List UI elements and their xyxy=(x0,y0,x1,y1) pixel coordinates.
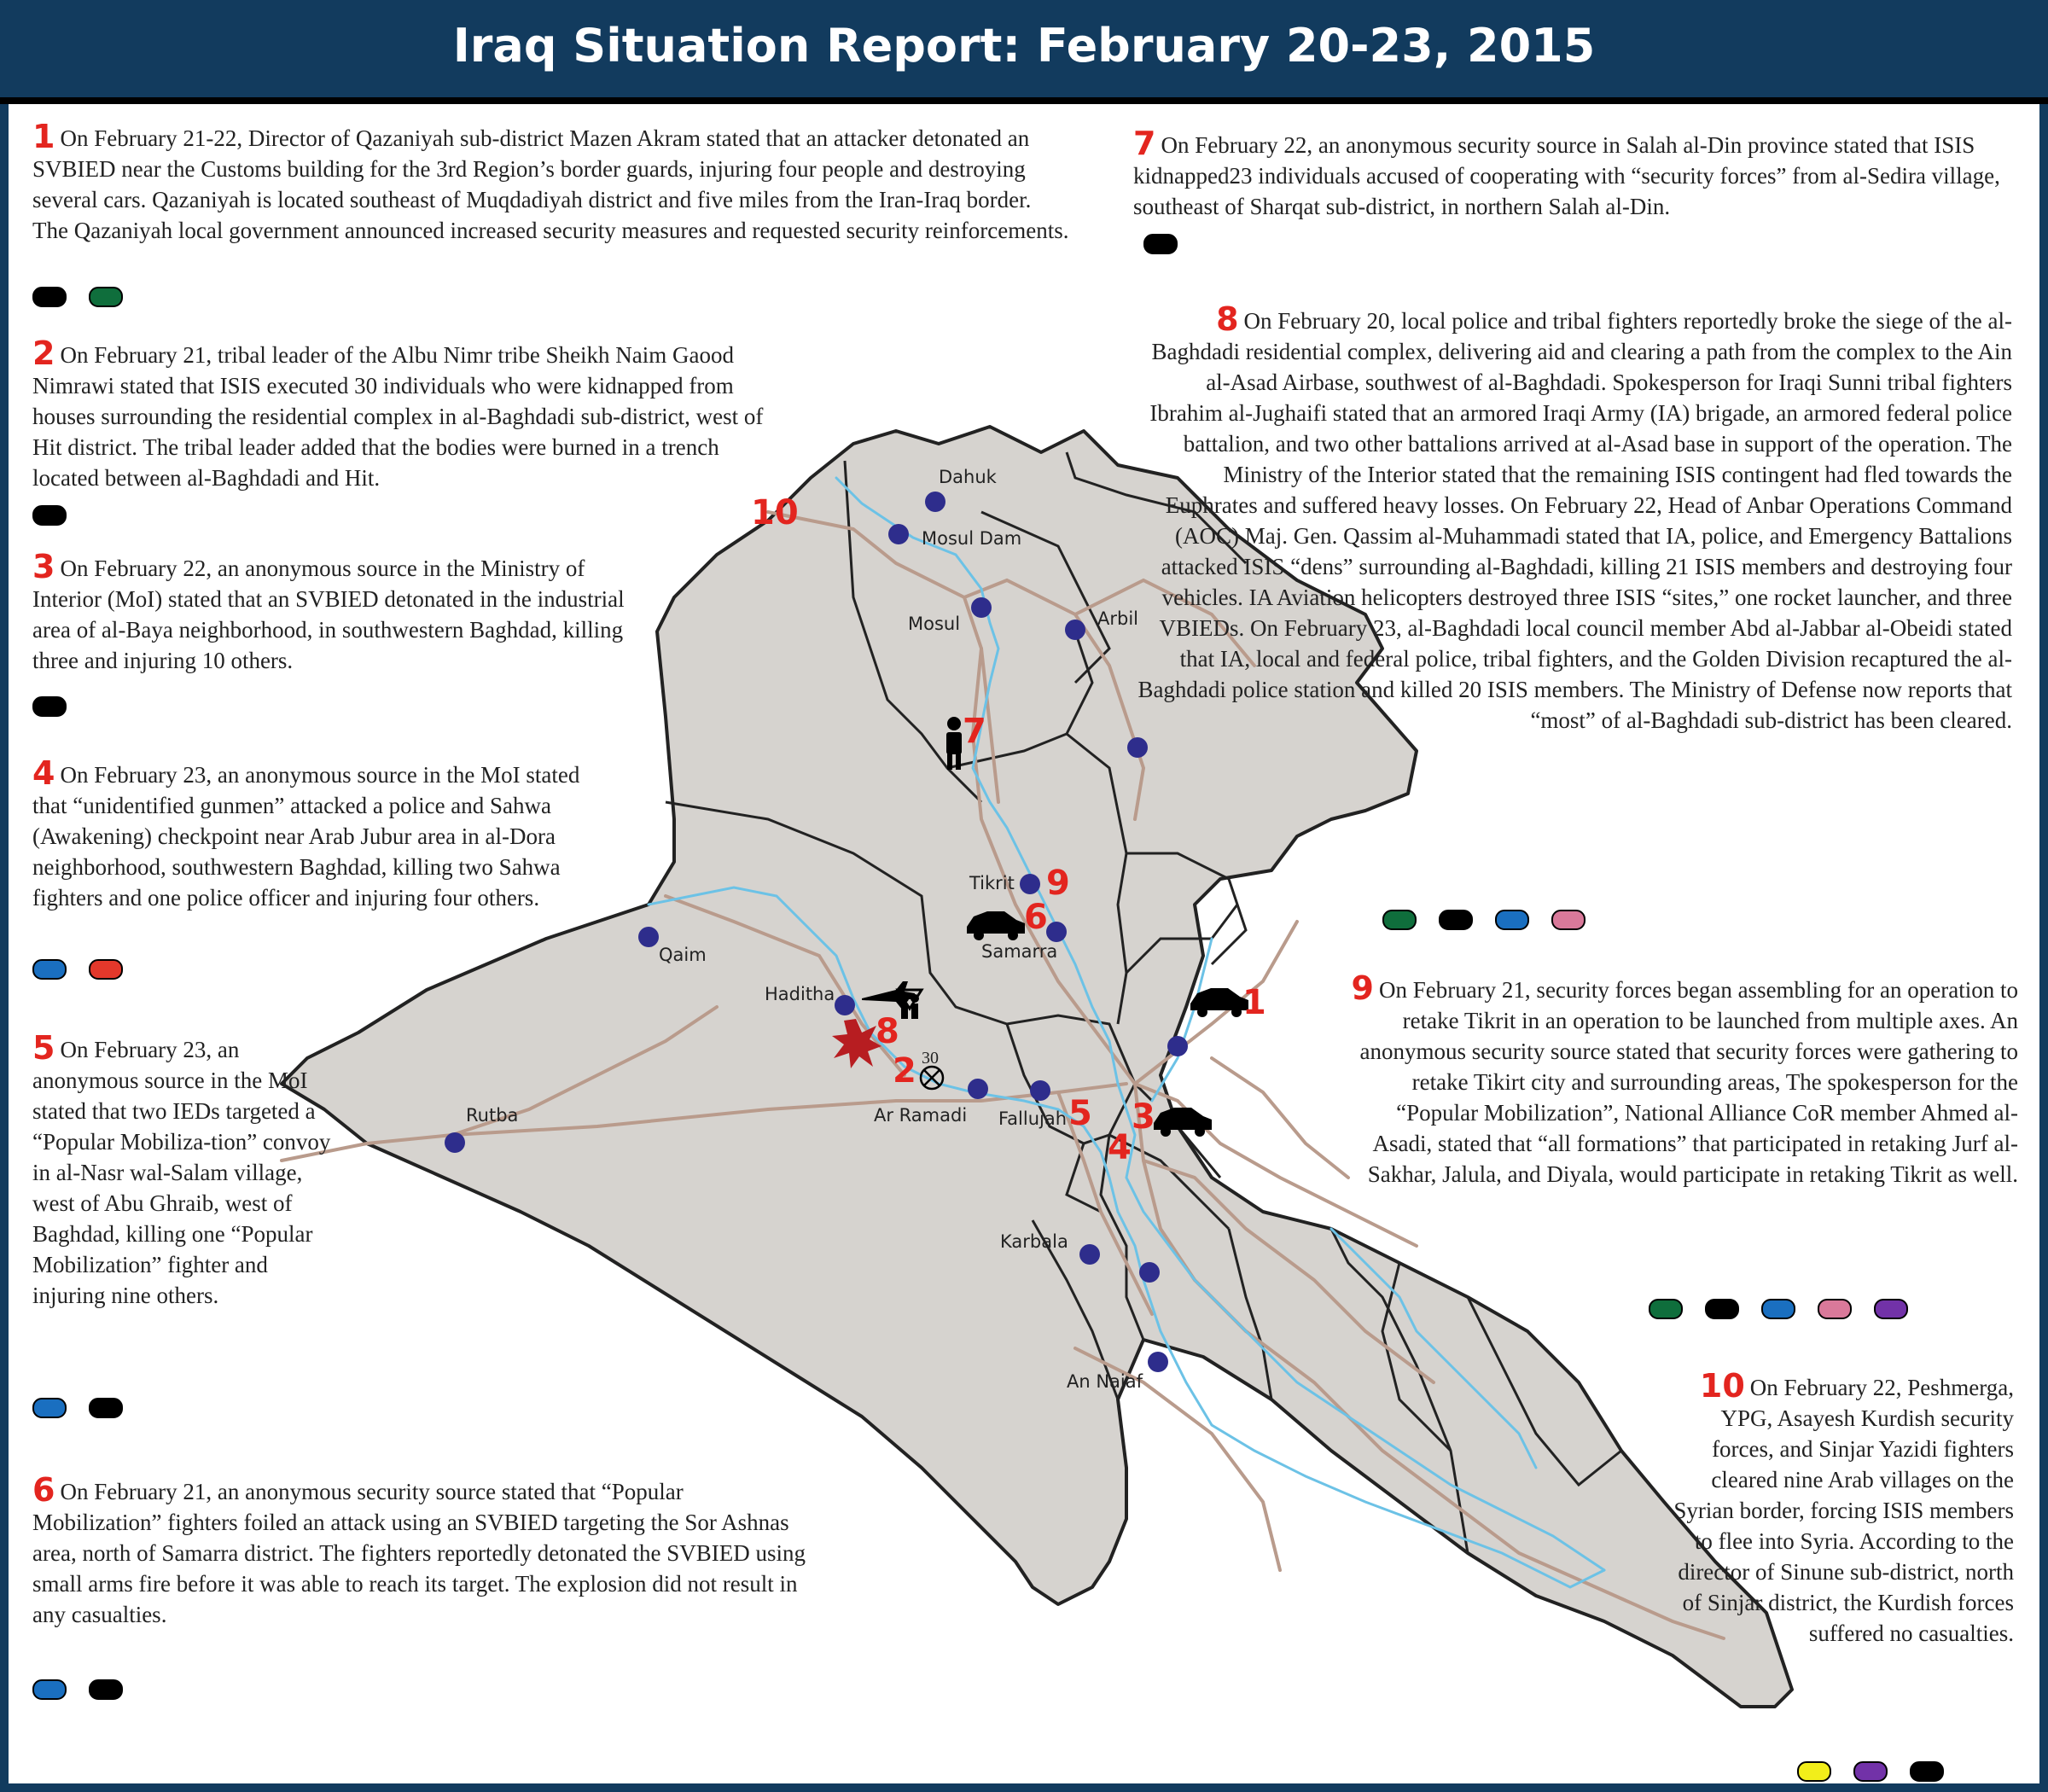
tag-pill xyxy=(32,505,67,526)
city-label-samarra: Samarra xyxy=(981,941,1058,962)
report-text: On February 21, an anonymous security source stated that “Popular Mobilization” fighters foiled an attack using an SVBIED targeting the Sor Ashnas area, north of Samarra district. The fighters reportedly detonated the SVBIED using small arms fire before it was able to reach its target. The explosion did not result in any casualties. xyxy=(32,1479,806,1627)
header-banner xyxy=(0,0,2048,104)
report-8 xyxy=(1133,300,2012,736)
report-number: 7 xyxy=(1133,125,1156,162)
report-number: 10 xyxy=(1699,1367,1745,1405)
report-8-tags xyxy=(1382,910,1608,930)
city-label-dahuk: Dahuk xyxy=(939,467,997,487)
report-text: On February 22, Peshmerga, YPG, Asayesh Kurdish security forces, and Sinjar Yazidi fighters cleared nine Arab villages on the Syrian border, forcing ISIS members to flee into Syria. According to the director of Sinune sub-district, north of Sinjar district, the Kurdish forces suffered no casualties. xyxy=(1673,1375,2014,1646)
report-7 xyxy=(1133,125,2012,222)
city-label-najaf: An Najaf xyxy=(1067,1371,1143,1392)
report-10 xyxy=(1673,1367,2014,1649)
city-label-mosul-dam: Mosul Dam xyxy=(922,528,1022,549)
tag-pill xyxy=(32,1398,67,1418)
report-6 xyxy=(32,1471,809,1630)
tag-pill xyxy=(1143,234,1178,254)
report-number: 9 xyxy=(1351,969,1374,1007)
tag-pill xyxy=(32,1679,67,1700)
map-event-9: 9 xyxy=(1046,864,1070,903)
tag-pill xyxy=(1382,910,1417,930)
report-text: On February 21, tribal leader of the Albu Nimr tribe Sheikh Naim Gaood Nimrawi stated that ISIS executed 30 individuals who were kidnapped from houses surrounding the residential complex in al-Baghdadi sub-district, west of Hit district. The tribal leader added that the bodies were burned in a trench located between al-Baghdadi and Hit. xyxy=(32,342,764,491)
tag-pill xyxy=(1551,910,1585,930)
map-event-5: 5 xyxy=(1068,1094,1092,1133)
casualty-count: 30 xyxy=(922,1049,939,1068)
report-number: 6 xyxy=(32,1471,55,1509)
tag-pill xyxy=(1818,1299,1852,1319)
city-label-fallujah: Fallujah xyxy=(998,1108,1068,1129)
report-4-tags xyxy=(32,959,145,980)
map-event-4: 4 xyxy=(1108,1128,1132,1167)
tag-pill xyxy=(32,696,67,717)
report-3-tags xyxy=(32,696,89,717)
report-number: 1 xyxy=(32,118,55,155)
report-text: On February 21-22, Director of Qazaniyah sub-district Mazen Akram stated that an attacker detonated an SVBIED near the Customs building for the 3rd Region’s border guards, injuring four people and destroying several cars. Qazaniyah is located southeast of Muqdadiyah district and five miles from the Iran-Iraq border. The Qazaniyah local government announced increased security measures and requested security reinforcements. xyxy=(32,125,1069,243)
city-label-rutba: Rutba xyxy=(466,1105,519,1126)
report-2 xyxy=(32,335,783,493)
tag-pill xyxy=(32,287,67,307)
city-label-mosul: Mosul xyxy=(908,614,961,634)
city-label-haditha: Haditha xyxy=(765,984,835,1004)
map-event-2: 2 xyxy=(893,1051,916,1091)
report-6-tags xyxy=(32,1679,145,1700)
tag-pill xyxy=(1761,1299,1795,1319)
tag-pill xyxy=(89,959,123,980)
tag-pill xyxy=(1910,1761,1944,1782)
report-text: On February 21, security forces began assembling for an operation to retake Tikrit in an operation to be launched from multiple axes. An anonymous security source stated that security forces were gathering to retake Tikirt city and surrounding areas, The spokesperson for the “Popular Mobilization”, National Alliance CoR member Ahmed al-Asadi, stated that “all formations” that participated in retaking Jurf al-Sakhar, Jalula, and Diyala, would participate in retaking Tikrit as well. xyxy=(1359,977,2018,1187)
tag-pill xyxy=(32,959,67,980)
report-1-tags xyxy=(32,287,145,307)
report-10-tags xyxy=(1797,1761,1966,1782)
city-label-arbil: Arbil xyxy=(1097,608,1138,629)
tag-pill xyxy=(89,1398,123,1418)
page-title: Iraq Situation Report: February 20-23, 2015 xyxy=(452,19,1596,73)
report-9-tags xyxy=(1649,1299,1930,1319)
city-label-tikrit: Tikrit xyxy=(969,873,1015,893)
map-event-1: 1 xyxy=(1242,983,1266,1022)
report-5 xyxy=(32,1029,340,1311)
map-event-7: 7 xyxy=(963,712,986,751)
report-5-tags xyxy=(32,1398,145,1418)
tag-pill xyxy=(1853,1761,1888,1782)
tag-pill xyxy=(1495,910,1529,930)
report-number: 4 xyxy=(32,754,55,792)
city-label-qaim: Qaim xyxy=(659,945,707,965)
report-number: 2 xyxy=(32,335,55,372)
report-3 xyxy=(32,548,647,676)
map-event-10: 10 xyxy=(751,493,799,532)
tag-pill xyxy=(1439,910,1473,930)
report-text: On February 22, an anonymous source in the Ministry of Interior (MoI) stated that an SVBIED detonated in the industrial area of al-Baya neighborhood, in southwestern Baghdad, killing three and injuring 10 others. xyxy=(32,556,625,673)
map-event-3: 3 xyxy=(1132,1097,1155,1137)
tag-pill xyxy=(89,1679,123,1700)
tag-pill xyxy=(1874,1299,1908,1319)
report-text: On February 22, an anonymous security source in Salah al-Din province stated that ISIS kidnapped23 individuals accused of cooperating with “security forces” from al-Sedira village, southeast of Sharqat sub-district, in northern Salah al-Din. xyxy=(1133,132,2000,219)
report-text: On February 20, local police and tribal fighters reportedly broke the siege of the al-Baghdadi residential complex, delivering aid and clearing a path from the complex to the Ain al-Asad Airbase, southwest of al-Baghdadi. Spokesperson for Iraqi Sunni tribal fighters Ibrahim al-Jughaifi stated that an armored Iraqi Army (IA) brigade, an armored federal police battalion, and two other battalions arrived at al-Asad base in support of the operation. The Ministry of the Interior stated that the remaining ISIS contingent had fled towards the Euphrates and suffered heavy losses. On February 22, Head of Anbar Operations Command (AOC) Maj. Gen. Qassim al-Muhammadi stated that IA, police, and Emergency Battalions attacked ISIS “dens” surrounding al-Baghdadi, killing 21 ISIS members and destroying four vehicles. IA Aviation helicopters destroyed three ISIS “sites,” one rocket launcher, and three VBIEDs. On February 23, al-Baghdadi local council member Abd al-Jabbar al-Obeidi stated that IA, local and federal police, tribal fighters, and the Golden Division recaptured the al-Baghdadi police station and killed 20 ISIS members. The Ministry of Defense now reports that “most” of al-Baghdadi sub-district has been cleared. xyxy=(1137,308,2012,733)
report-text: On February 23, an anonymous source in the MoI stated that “unidentified gunmen” attacked a police and Sahwa (Awakening) checkpoint near Arab Jubur area in al-Dora neighborhood, southwestern Baghdad, killing two Sahwa fighters and one police officer and injuring four others. xyxy=(32,762,580,911)
report-9 xyxy=(1348,969,2018,1190)
tag-pill xyxy=(1705,1299,1739,1319)
report-2-tags xyxy=(32,505,89,526)
map-event-8: 8 xyxy=(876,1012,899,1051)
report-text: On February 23, an anonymous source in the MoI stated that two IEDs targeted a “Popular Mobiliza-tion” convoy in al-Nasr wal-Salam village, west of Abu Ghraib, west of Baghdad, killing one “Popular Mobilization” fighter and injuring nine others. xyxy=(32,1037,331,1308)
city-label-ramadi: Ar Ramadi xyxy=(874,1105,968,1126)
report-4 xyxy=(32,754,596,913)
report-number: 5 xyxy=(32,1029,55,1067)
report-7-tags xyxy=(1143,234,1200,254)
report-number: 8 xyxy=(1216,300,1239,338)
map-event-6: 6 xyxy=(1024,898,1048,937)
report-number: 3 xyxy=(32,548,55,585)
city-label-karbala: Karbala xyxy=(1000,1231,1068,1252)
tag-pill xyxy=(1797,1761,1831,1782)
tag-pill xyxy=(1649,1299,1683,1319)
tag-pill xyxy=(89,287,123,307)
report-1 xyxy=(32,118,1069,246)
